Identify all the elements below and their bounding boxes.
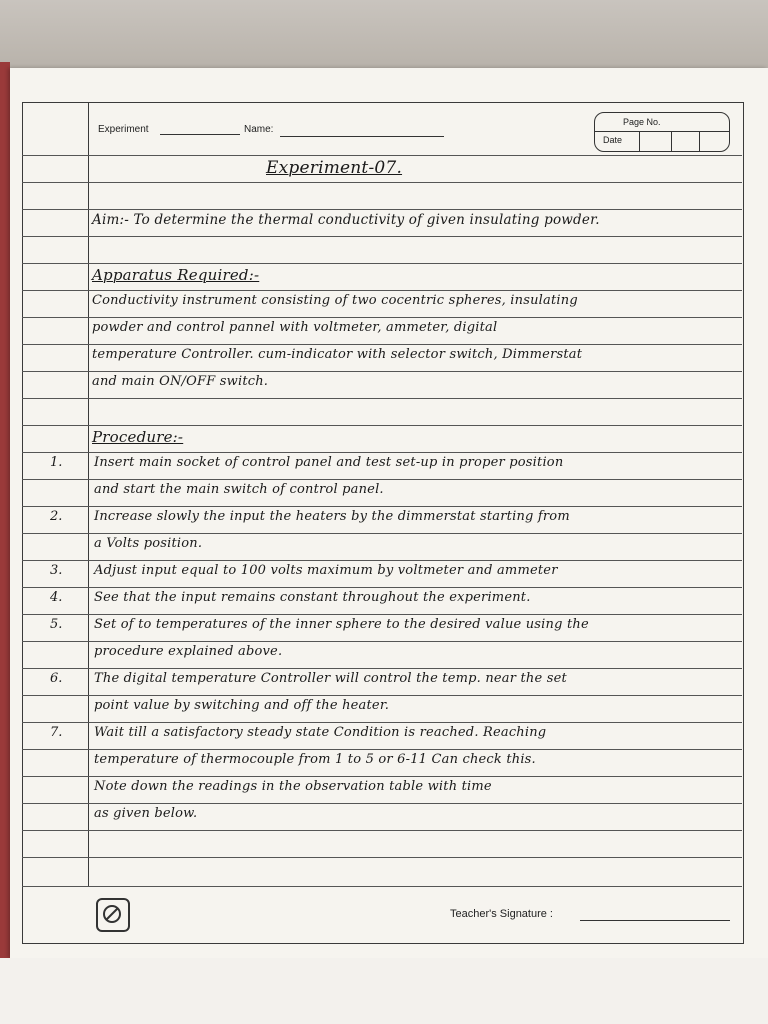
ruled-line	[22, 886, 742, 887]
ruled-line	[22, 155, 742, 156]
step-line: a Volts position.	[94, 536, 203, 551]
step-line: Insert main socket of control panel and test set-up in proper position	[94, 455, 564, 470]
step-line: and start the main switch of control panel.	[94, 482, 384, 497]
aim-text: Aim:- To determine the thermal conductivity of given insulating powder.	[92, 212, 600, 228]
background-bottom	[0, 958, 768, 1024]
ruled-line	[22, 452, 742, 453]
step-number: 2.	[50, 509, 63, 524]
ruled-line	[22, 290, 742, 291]
ruled-line	[22, 317, 742, 318]
ruled-line	[22, 398, 742, 399]
ruled-line	[22, 182, 742, 183]
step-line: Wait till a satisfactory steady state Condition is reached. Reaching	[94, 725, 547, 740]
ruled-line	[22, 587, 742, 588]
step-line: temperature of thermocouple from 1 to 5 or 6-11 Can check this.	[94, 752, 536, 767]
background-top	[0, 0, 768, 70]
ruled-line	[22, 209, 742, 210]
ruled-line	[22, 668, 742, 669]
step-line: The digital temperature Controller will control the temp. near the set	[94, 671, 567, 686]
apparatus-line: temperature Controller. cum-indicator with selector switch, Dimmerstat	[92, 347, 583, 362]
ruled-line	[22, 857, 742, 858]
notebook-logo-icon	[96, 898, 130, 932]
step-line: procedure explained above.	[94, 644, 283, 659]
ruled-line	[22, 506, 742, 507]
page-no-label: Page No.	[623, 117, 661, 127]
step-number: 7.	[50, 725, 63, 740]
step-number: 4.	[50, 590, 63, 605]
signature-line	[580, 920, 730, 921]
margin-line	[88, 102, 89, 886]
step-line: Adjust input equal to 100 volts maximum by voltmeter and ammeter	[94, 563, 558, 578]
ruled-line	[22, 614, 742, 615]
ruled-line	[22, 830, 742, 831]
ruled-line	[22, 425, 742, 426]
ruled-line	[22, 371, 742, 372]
ruled-line	[22, 533, 742, 534]
ruled-line	[22, 803, 742, 804]
step-number: 5.	[50, 617, 63, 632]
experiment-title: Experiment-07.	[266, 158, 403, 178]
step-number: 3.	[50, 563, 63, 578]
ruled-line	[22, 695, 742, 696]
date-label: Date	[603, 135, 623, 145]
step-line: Increase slowly the input the heaters by the dimmerstat starting from	[94, 509, 570, 524]
logo-mark-icon	[101, 903, 123, 925]
ruled-line	[22, 776, 742, 777]
step-line: Set of to temperatures of the inner sphere to the desired value using the	[94, 617, 589, 632]
ruled-line	[22, 236, 742, 237]
step-number: 1.	[50, 455, 63, 470]
step-line: Note down the readings in the observation table with time	[94, 779, 492, 794]
ruled-line	[22, 749, 742, 750]
step-line: point value by switching and off the heater.	[94, 698, 390, 713]
name-label: Name:	[244, 124, 274, 135]
step-number: 6.	[50, 671, 63, 686]
ruled-line	[22, 479, 742, 480]
step-line: See that the input remains constant throughout the experiment.	[94, 590, 531, 605]
apparatus-heading: Apparatus Required:-	[92, 266, 260, 284]
apparatus-line: Conductivity instrument consisting of two cocentric spheres, insulating	[92, 293, 578, 308]
ruled-line	[22, 560, 742, 561]
apparatus-line: and main ON/OFF switch.	[92, 374, 269, 389]
ruled-line	[22, 344, 742, 345]
teacher-signature-label: Teacher's Signature :	[450, 908, 553, 920]
step-line: as given below.	[94, 806, 198, 821]
notebook-edge	[0, 62, 10, 962]
ruled-line	[22, 263, 742, 264]
procedure-heading: Procedure:-	[92, 428, 184, 446]
ruled-line	[22, 722, 742, 723]
ruled-line	[22, 641, 742, 642]
experiment-label: Experiment	[98, 124, 149, 135]
apparatus-line: powder and control pannel with voltmeter, ammeter, digital	[92, 320, 498, 335]
